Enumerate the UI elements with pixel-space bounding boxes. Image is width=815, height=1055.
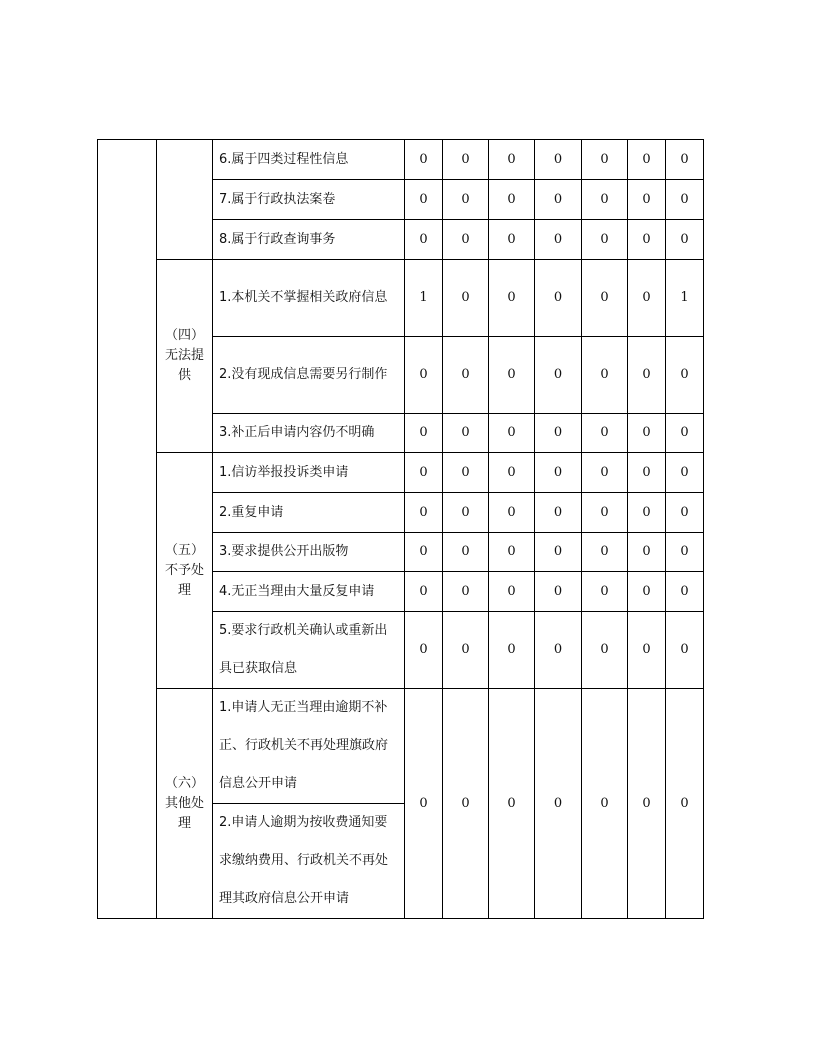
value-cell: 0: [666, 337, 704, 414]
item-label: 1.本机关不掌握相关政府信息: [213, 260, 405, 337]
value-cell: 0: [535, 337, 582, 414]
category-label-line: （六）: [164, 775, 204, 791]
value-cell: 0: [582, 140, 628, 180]
item-label: 2.重复申请: [213, 493, 405, 533]
value-cell: 0: [443, 689, 489, 919]
value-cell: 0: [489, 140, 535, 180]
value-cell: 0: [535, 180, 582, 220]
value-cell: 0: [405, 220, 443, 260]
value-cell: 0: [628, 493, 666, 533]
value-cell: 0: [405, 493, 443, 533]
value-cell: 0: [443, 533, 489, 572]
value-cell: 0: [405, 337, 443, 414]
value-cell: 0: [405, 612, 443, 689]
value-cell: 0: [666, 612, 704, 689]
value-cell: 0: [535, 220, 582, 260]
value-cell: 0: [405, 453, 443, 493]
value-cell: 0: [489, 220, 535, 260]
value-cell: 0: [535, 414, 582, 453]
item-label: 7.属于行政执法案卷: [213, 180, 405, 220]
value-cell: 0: [489, 453, 535, 493]
table-row: [98, 453, 704, 493]
value-cell: 0: [666, 689, 704, 919]
table-row: [98, 260, 704, 337]
value-cell: 0: [666, 533, 704, 572]
value-cell: 0: [443, 140, 489, 180]
value-cell: 0: [628, 260, 666, 337]
category-label-line: （五）: [164, 542, 204, 558]
value-cell: 1: [666, 260, 704, 337]
table-row: [98, 140, 704, 180]
value-cell: 0: [489, 180, 535, 220]
value-cell: 0: [443, 180, 489, 220]
value-cell: 0: [489, 612, 535, 689]
value-cell: 0: [582, 689, 628, 919]
value-cell: 0: [666, 493, 704, 533]
value-cell: 0: [582, 533, 628, 572]
item-label: 8.属于行政查询事务: [213, 220, 405, 260]
value-cell: 0: [628, 140, 666, 180]
value-cell: 0: [489, 414, 535, 453]
value-cell: 0: [582, 414, 628, 453]
category-cell: [157, 689, 213, 919]
statistics-table: [97, 139, 704, 919]
item-label: 3.补正后申请内容仍不明确: [213, 414, 405, 453]
value-cell: 0: [628, 180, 666, 220]
value-cell: 0: [582, 453, 628, 493]
value-cell: 0: [443, 572, 489, 612]
outer-category-cell: [98, 140, 157, 919]
value-cell: 0: [628, 533, 666, 572]
value-cell: 0: [405, 180, 443, 220]
category-label-line: （四）: [164, 328, 204, 343]
value-cell: 0: [443, 493, 489, 533]
category-label-line: 不予处: [164, 562, 204, 578]
value-cell: 0: [666, 414, 704, 453]
category-cell: [157, 453, 213, 689]
item-label: 2.申请人逾期为按收费通知要求缴纳费用、行政机关不再处理其政府信息公开申请: [213, 804, 405, 919]
value-cell: 0: [582, 493, 628, 533]
value-cell: 0: [582, 260, 628, 337]
value-cell: 0: [489, 260, 535, 337]
value-cell: 0: [582, 180, 628, 220]
item-label: 4.无正当理由大量反复申请: [213, 572, 405, 612]
value-cell: 0: [405, 689, 443, 919]
value-cell: 0: [535, 612, 582, 689]
value-cell: 0: [582, 572, 628, 612]
category-label-line: 无法提: [164, 348, 204, 363]
value-cell: 0: [666, 572, 704, 612]
category-label-line: 理: [177, 815, 191, 831]
table-row: [98, 689, 704, 804]
value-cell: 0: [535, 572, 582, 612]
value-cell: 0: [582, 612, 628, 689]
value-cell: 0: [443, 453, 489, 493]
value-cell: 0: [582, 220, 628, 260]
value-cell: 0: [628, 220, 666, 260]
value-cell: 0: [666, 220, 704, 260]
value-cell: 0: [535, 493, 582, 533]
value-cell: 0: [628, 612, 666, 689]
value-cell: 0: [443, 220, 489, 260]
value-cell: 0: [535, 533, 582, 572]
value-cell: 0: [582, 337, 628, 414]
item-label: 3.要求提供公开出版物: [213, 533, 405, 572]
value-cell: 0: [666, 140, 704, 180]
value-cell: 0: [443, 612, 489, 689]
value-cell: 0: [666, 453, 704, 493]
value-cell: 0: [405, 572, 443, 612]
category-label-line: 其他处: [164, 795, 204, 811]
item-label: 6.属于四类过程性信息: [213, 140, 405, 180]
category-label-line: 供: [177, 368, 191, 383]
value-cell: 0: [666, 180, 704, 220]
value-cell: 0: [489, 689, 535, 919]
value-cell: 0: [443, 260, 489, 337]
value-cell: 0: [628, 689, 666, 919]
value-cell: 0: [535, 260, 582, 337]
value-cell: 0: [628, 453, 666, 493]
value-cell: 0: [405, 533, 443, 572]
value-cell: 0: [628, 337, 666, 414]
value-cell: 0: [535, 689, 582, 919]
value-cell: 1: [405, 260, 443, 337]
value-cell: 0: [443, 337, 489, 414]
value-cell: 0: [489, 493, 535, 533]
value-cell: 0: [489, 572, 535, 612]
value-cell: 0: [489, 337, 535, 414]
value-cell: 0: [405, 140, 443, 180]
value-cell: 0: [535, 453, 582, 493]
value-cell: 0: [628, 414, 666, 453]
value-cell: 0: [489, 533, 535, 572]
value-cell: 0: [628, 572, 666, 612]
value-cell: 0: [535, 140, 582, 180]
value-cell: 0: [405, 414, 443, 453]
item-label: 5.要求行政机关确认或重新出具已获取信息: [213, 612, 405, 689]
item-label: 1.信访举报投诉类申请: [213, 453, 405, 493]
item-label: 2.没有现成信息需要另行制作: [213, 337, 405, 414]
value-cell: 0: [443, 414, 489, 453]
item-label: 1.申请人无正当理由逾期不补正、行政机关不再处理旗政府信息公开申请: [213, 689, 405, 804]
category-cell: [157, 260, 213, 453]
category-cell: [157, 140, 213, 260]
category-label-line: 理: [177, 582, 191, 598]
